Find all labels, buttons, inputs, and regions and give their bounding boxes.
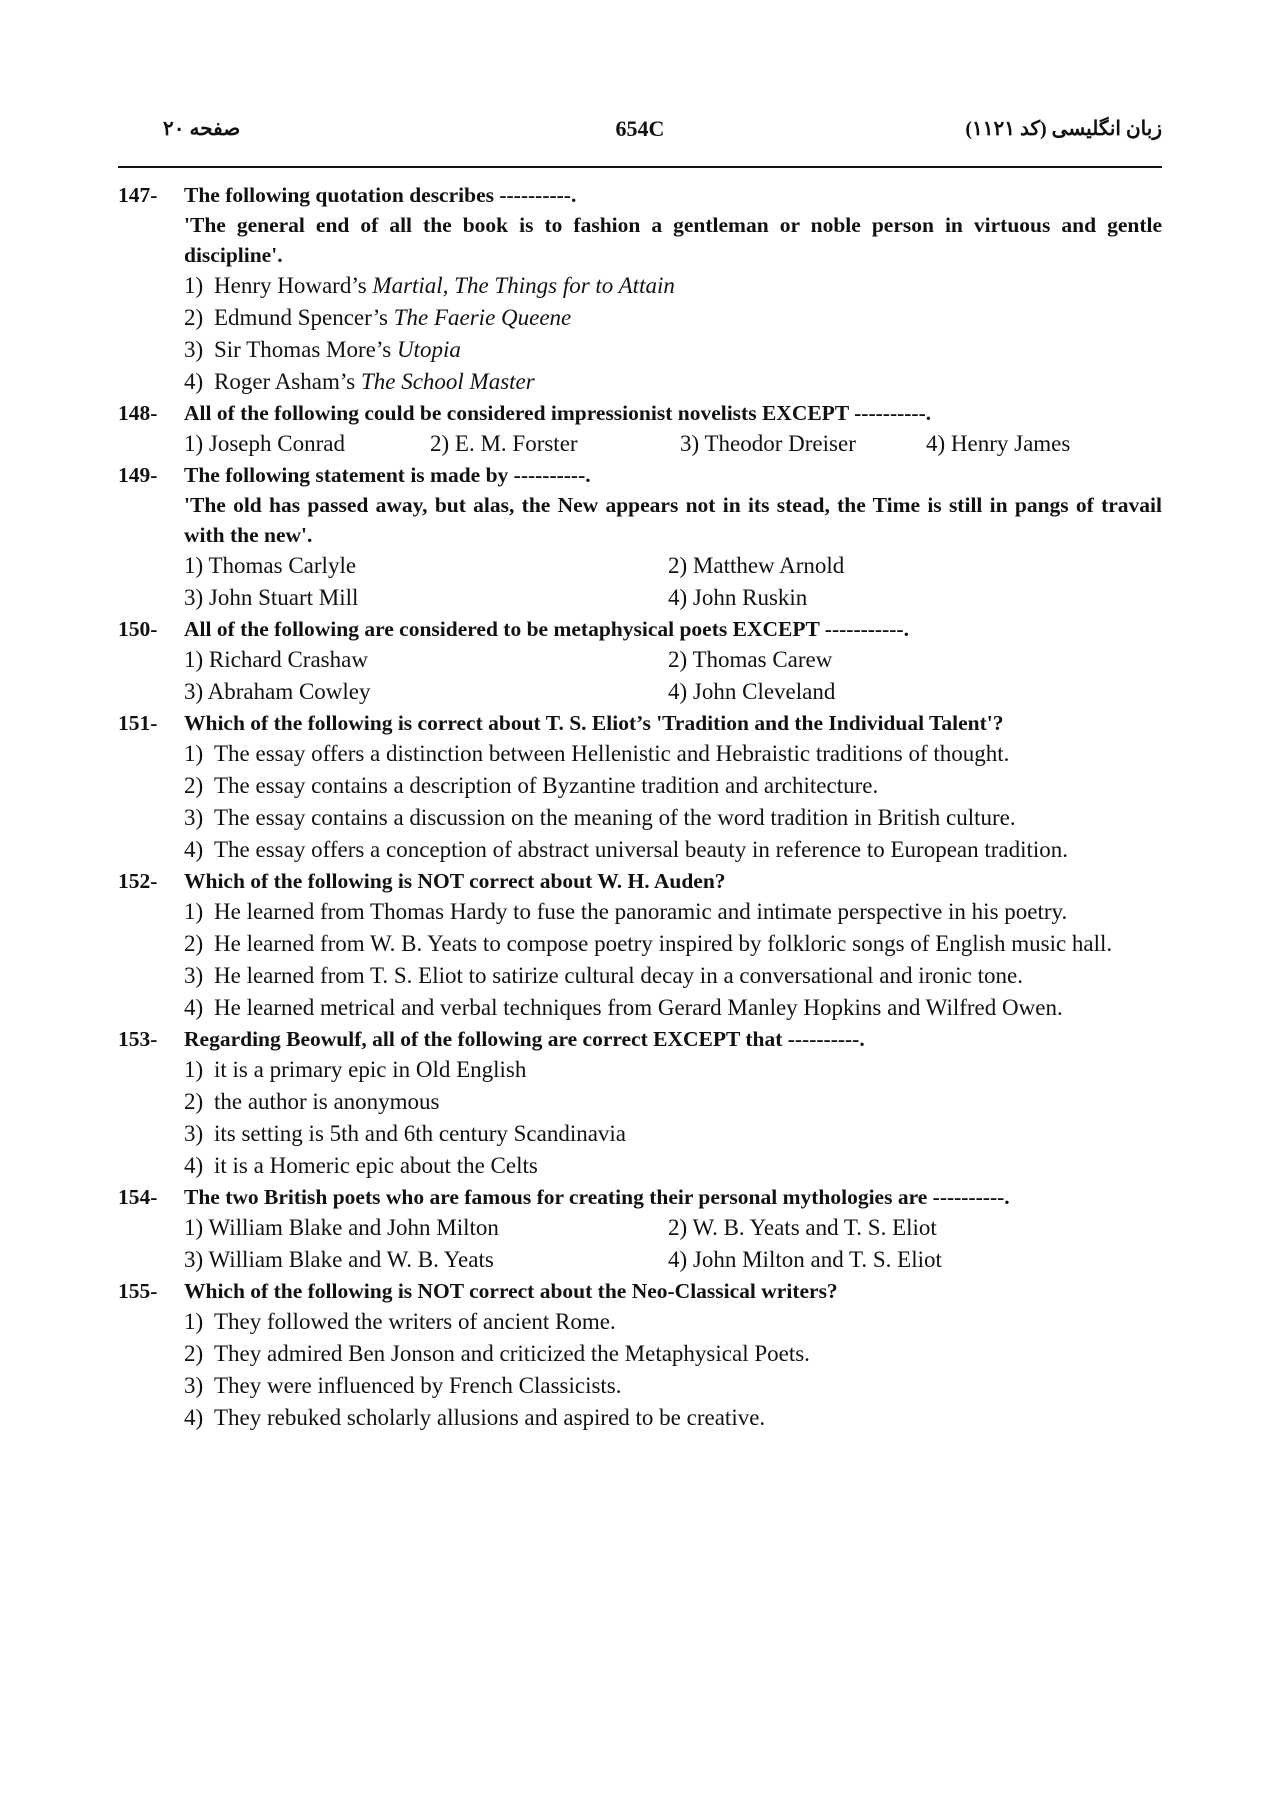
question-stem: All of the following are considered to be metaphysical poets EXCEPT -----------.	[184, 617, 909, 641]
question-149	[118, 460, 1162, 614]
answer-option[interactable]: 3) Sir Thomas More’s Utopia	[184, 337, 461, 362]
answer-option[interactable]: 4) The essay offers a conception of abstract universal beauty in reference to European tradition.	[184, 837, 1069, 862]
answer-option[interactable]: 3) They were influenced by French Classicists.	[184, 1373, 622, 1398]
answer-option[interactable]: 4) He learned metrical and verbal techniques from Gerard Manley Hopkins and Wilfred Owen.	[184, 995, 1063, 1020]
question-quote: 'The old has passed away, but alas, the New appears not in its stead, the Time is still in pangs of travail with the new'.	[184, 493, 1162, 547]
answer-option[interactable]: 4) John Cleveland	[668, 679, 836, 704]
subject-title: زبان انگلیسی (کد ۱۱۲۱)	[965, 118, 1162, 140]
question-quote: 'The general end of all the book is to fashion a gentleman or noble person in virtuous and gentle discipline'.	[184, 213, 1162, 267]
answer-option[interactable]: 4) Roger Asham’s The School Master	[184, 369, 535, 394]
answer-option[interactable]: 3) John Stuart Mill	[184, 585, 359, 610]
question-stem: All of the following could be considered impressionist novelists EXCEPT ----------.	[184, 401, 932, 425]
answer-option[interactable]: 1) Richard Crashaw	[184, 647, 368, 672]
question-number: 148-	[118, 401, 158, 425]
question-stem: Which of the following is NOT correct about the Neo-Classical writers?	[184, 1279, 838, 1303]
question-stem: Which of the following is correct about T. S. Eliot’s 'Tradition and the Individual Talent'?	[184, 711, 1004, 735]
answer-option[interactable]: 2) The essay contains a description of Byzantine tradition and architecture.	[184, 773, 879, 798]
question-stem: The following statement is made by ----------.	[184, 463, 591, 487]
question-147	[118, 180, 1162, 398]
answer-option[interactable]: 1) Joseph Conrad	[184, 431, 345, 456]
question-number: 152-	[118, 869, 158, 893]
answer-option[interactable]: 1) Henry Howard’s Martial, The Things for to Attain	[184, 273, 675, 298]
answer-option[interactable]: 2) Edmund Spencer’s The Faerie Queene	[184, 305, 572, 330]
question-153	[118, 1024, 1162, 1182]
answer-option[interactable]: 3) Theodor Dreiser	[680, 431, 856, 456]
answer-option[interactable]: 4) Henry James	[926, 431, 1071, 456]
answer-option[interactable]: 1) William Blake and John Milton	[184, 1215, 499, 1240]
page-number: صفحه ۲۰	[163, 118, 241, 140]
answer-option[interactable]: 2) W. B. Yeats and T. S. Eliot	[668, 1215, 937, 1240]
question-155	[118, 1276, 1162, 1434]
question-150	[118, 614, 1162, 708]
question-number: 150-	[118, 617, 158, 641]
question-number: 154-	[118, 1185, 158, 1209]
answer-option[interactable]: 3) He learned from T. S. Eliot to satirize cultural decay in a conversational and ironic tone.	[184, 963, 1023, 988]
answer-option[interactable]: 4) John Milton and T. S. Eliot	[668, 1247, 942, 1272]
answer-option[interactable]: 2) E. M. Forster	[430, 431, 578, 456]
answer-option[interactable]: 3) The essay contains a discussion on the meaning of the word tradition in British culture.	[184, 805, 1016, 830]
question-number: 153-	[118, 1027, 158, 1051]
answer-option[interactable]: 3) William Blake and W. B. Yeats	[184, 1247, 494, 1272]
booklet-code: 654C	[615, 116, 665, 141]
header-divider	[118, 166, 1162, 168]
answer-option[interactable]: 1) it is a primary epic in Old English	[184, 1057, 527, 1082]
answer-option[interactable]: 4) John Ruskin	[668, 585, 808, 610]
answer-option[interactable]: 1) He learned from Thomas Hardy to fuse the panoramic and intimate perspective in his poetry.	[184, 899, 1068, 924]
question-stem: The following quotation describes ----------.	[184, 183, 577, 207]
question-number: 147-	[118, 183, 158, 207]
question-number: 149-	[118, 463, 158, 487]
question-number: 151-	[118, 711, 158, 735]
question-number: 155-	[118, 1279, 158, 1303]
question-stem: Regarding Beowulf, all of the following are correct EXCEPT that ----------.	[184, 1027, 865, 1051]
question-stem: The two British poets who are famous for creating their personal mythologies are ----------.	[184, 1185, 1010, 1209]
answer-option[interactable]: 2) He learned from W. B. Yeats to compose poetry inspired by folkloric songs of English music hall.	[184, 931, 1113, 956]
page-header	[118, 116, 1162, 146]
answer-option[interactable]: 3) its setting is 5th and 6th century Scandinavia	[184, 1121, 627, 1146]
answer-option[interactable]: 2) Matthew Arnold	[668, 553, 845, 578]
question-148	[118, 398, 1162, 460]
question-152	[118, 866, 1162, 1024]
answer-option[interactable]: 4) it is a Homeric epic about the Celts	[184, 1153, 538, 1178]
answer-option[interactable]: 3) Abraham Cowley	[184, 679, 371, 704]
answer-option[interactable]: 2) They admired Ben Jonson and criticized the Metaphysical Poets.	[184, 1341, 810, 1366]
answer-option[interactable]: 2) the author is anonymous	[184, 1089, 440, 1114]
answer-option[interactable]: 2) Thomas Carew	[668, 647, 833, 672]
answer-option[interactable]: 4) They rebuked scholarly allusions and aspired to be creative.	[184, 1405, 766, 1430]
question-list	[118, 180, 1162, 1434]
answer-option[interactable]: 1) The essay offers a distinction between Hellenistic and Hebraistic traditions of thought.	[184, 741, 1010, 766]
question-151	[118, 708, 1162, 866]
answer-option[interactable]: 1) They followed the writers of ancient Rome.	[184, 1309, 616, 1334]
question-stem: Which of the following is NOT correct about W. H. Auden?	[184, 869, 726, 893]
question-154	[118, 1182, 1162, 1276]
answer-option[interactable]: 1) Thomas Carlyle	[184, 553, 357, 578]
